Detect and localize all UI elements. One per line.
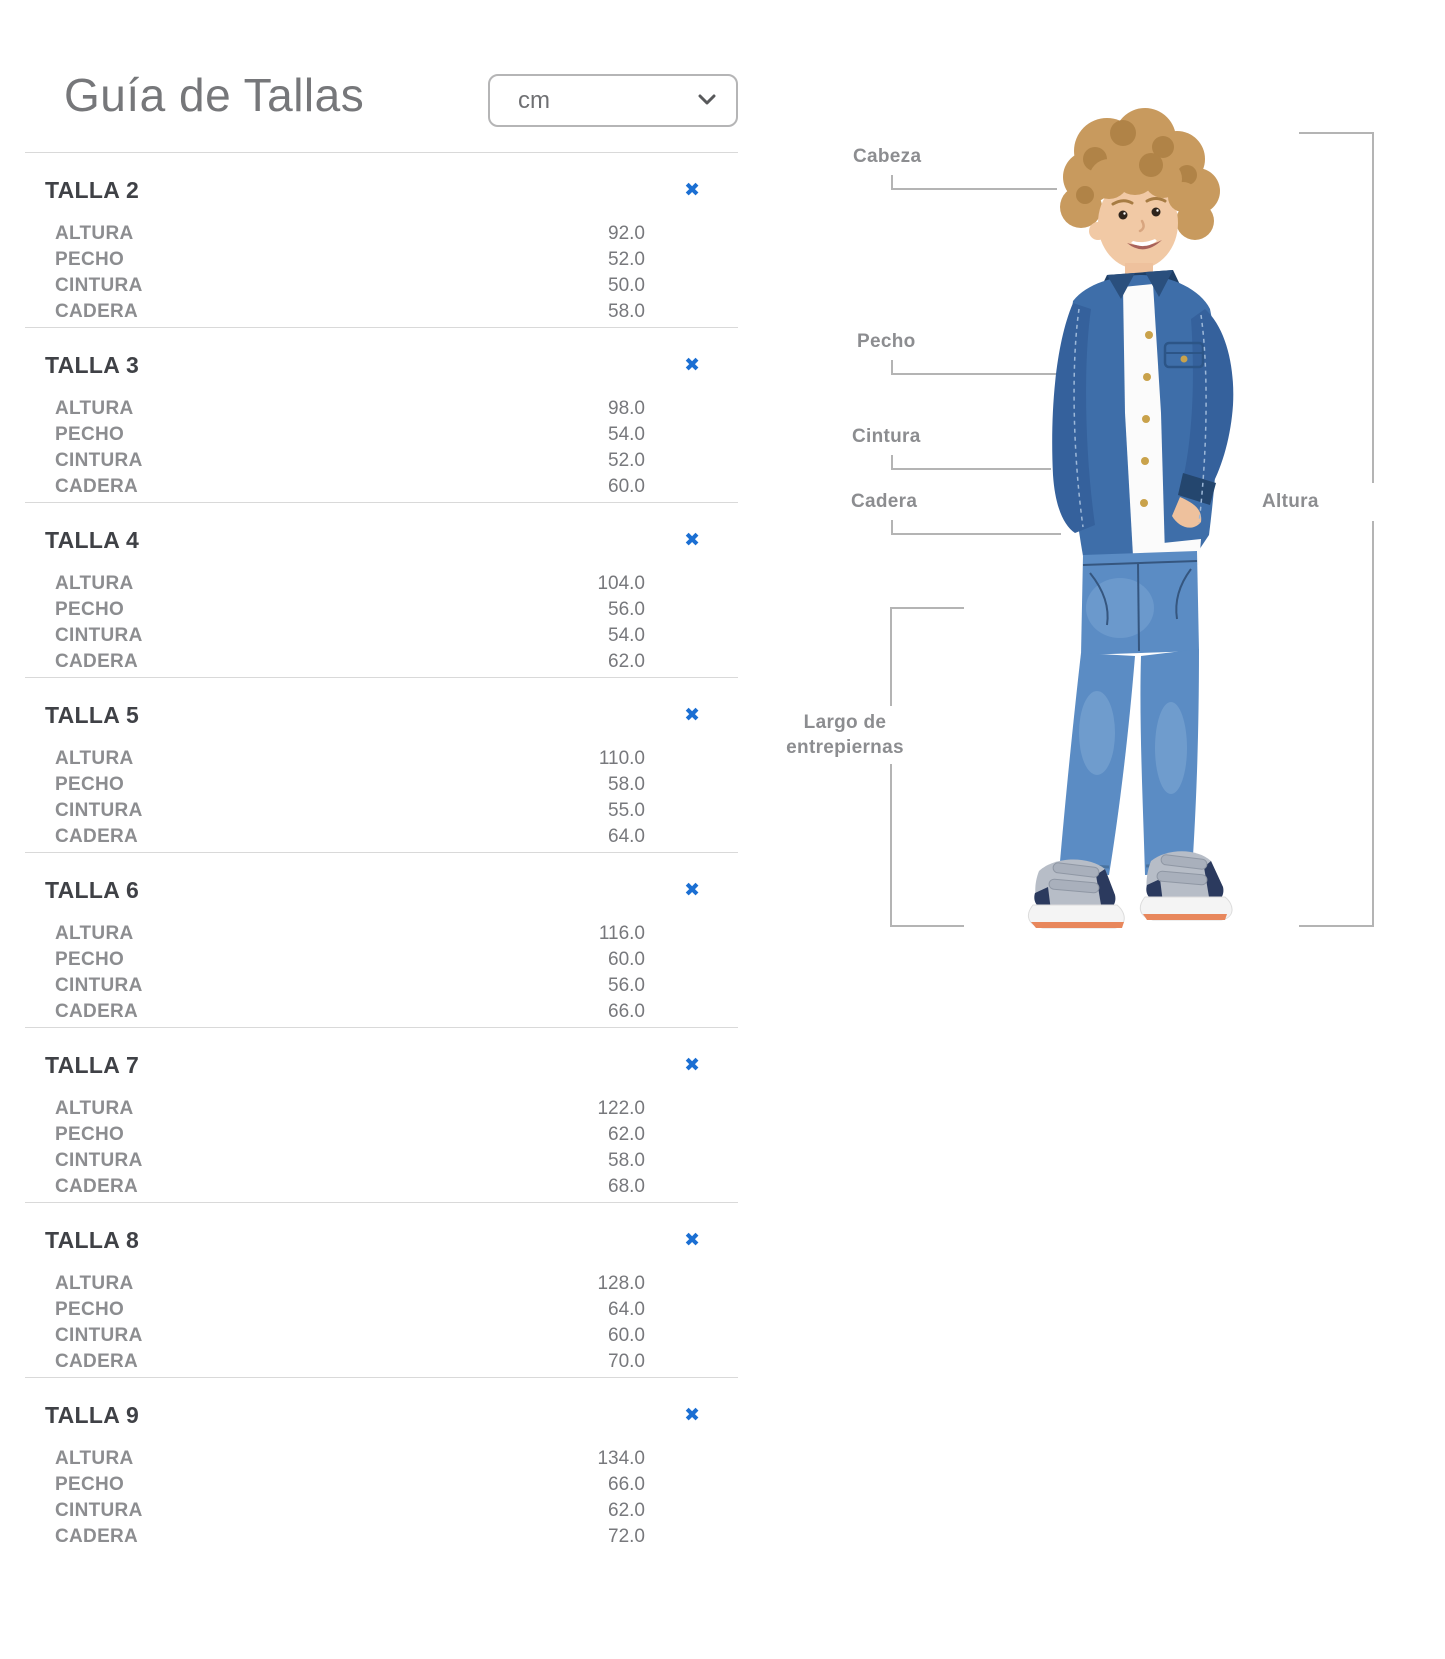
measurement-rows (25, 1271, 738, 1375)
measurement-label: CADERA (55, 1526, 139, 1547)
measurement-row (25, 947, 738, 973)
measurement-label: CADERA (55, 651, 139, 672)
measurement-label: ALTURA (55, 223, 134, 244)
size-section (25, 327, 738, 502)
measurement-label: CADERA (55, 1001, 139, 1022)
cabeza-label: Cabeza (853, 146, 922, 167)
measurement-label: PECHO (55, 1124, 125, 1145)
bracket-tick (1299, 132, 1372, 134)
close-icon[interactable]: ✖ (684, 879, 700, 901)
size-section-header (25, 1227, 738, 1254)
measurement-rows (25, 571, 738, 675)
page-title: Guía de Tallas (64, 69, 365, 121)
measurement-value: 64.0 (608, 1299, 645, 1320)
measurement-value: 60.0 (608, 476, 645, 497)
measurement-value: 62.0 (608, 651, 645, 672)
size-name: TALLA 9 (45, 1402, 140, 1428)
measurement-row (25, 623, 738, 649)
measurement-row (25, 474, 738, 500)
size-section-header (25, 527, 738, 554)
measurement-row (25, 597, 738, 623)
measurement-row (25, 1498, 738, 1524)
bracket-tick (892, 607, 964, 609)
unit-select-value: cm (518, 86, 550, 114)
measurement-row (25, 1148, 738, 1174)
close-icon[interactable]: ✖ (684, 354, 700, 376)
close-icon[interactable]: ✖ (684, 529, 700, 551)
measurement-label: CINTURA (55, 1325, 143, 1346)
measurement-value: 64.0 (608, 826, 645, 847)
jeans (1059, 551, 1199, 875)
sneakers (1028, 851, 1232, 928)
measurement-rows (25, 1096, 738, 1200)
measurement-value: 58.0 (608, 1150, 645, 1171)
measurement-value: 92.0 (608, 223, 645, 244)
size-table (25, 152, 738, 1552)
bracket-tick (892, 925, 964, 927)
unit-select[interactable] (488, 74, 738, 127)
measurement-value: 54.0 (608, 424, 645, 445)
chevron-down-icon (698, 92, 716, 110)
measurement-row (25, 1122, 738, 1148)
close-icon[interactable]: ✖ (684, 179, 700, 201)
measurement-rows (25, 921, 738, 1025)
measurement-row (25, 221, 738, 247)
measurement-value: 110.0 (598, 748, 645, 769)
size-section-header (25, 877, 738, 904)
measurement-row (25, 1472, 738, 1498)
measurement-label: CADERA (55, 1176, 139, 1197)
measurement-rows (25, 746, 738, 850)
measurement-value: 58.0 (608, 301, 645, 322)
measurement-label: CINTURA (55, 625, 143, 646)
size-section-header (25, 1402, 738, 1429)
measurement-row (25, 571, 738, 597)
measurement-label: PECHO (55, 1474, 125, 1495)
pecho-label: Pecho (857, 331, 916, 352)
bracket-tick (1299, 925, 1372, 927)
measurement-row (25, 1349, 738, 1375)
measurement-row (25, 1524, 738, 1550)
measurement-row (25, 746, 738, 772)
measurement-value: 54.0 (608, 625, 645, 646)
measurement-value: 104.0 (597, 573, 645, 594)
largo-entrepiernas-bracket (890, 607, 966, 927)
child-model-illustration (995, 103, 1245, 933)
size-name: TALLA 5 (45, 702, 140, 728)
size-name: TALLA 6 (45, 877, 140, 903)
measurement-row (25, 448, 738, 474)
measurement-value: 58.0 (608, 774, 645, 795)
measurement-label: ALTURA (55, 923, 134, 944)
measurement-value: 68.0 (608, 1176, 645, 1197)
measurement-label: CINTURA (55, 450, 143, 471)
close-icon[interactable]: ✖ (684, 1054, 700, 1076)
measurement-row (25, 1174, 738, 1200)
altura-label: Altura (1250, 483, 1390, 521)
measurement-value: 52.0 (608, 450, 645, 471)
measurement-label: ALTURA (55, 1098, 134, 1119)
measurement-label: CINTURA (55, 1500, 143, 1521)
measurement-value: 60.0 (608, 1325, 645, 1346)
measurement-rows (25, 221, 738, 325)
measurement-value: 62.0 (608, 1124, 645, 1145)
size-section (25, 1202, 738, 1377)
measurement-row (25, 1271, 738, 1297)
measurement-row (25, 1297, 738, 1323)
measurement-row (25, 1446, 738, 1472)
measurement-label: CADERA (55, 476, 139, 497)
size-name: TALLA 3 (45, 352, 140, 378)
measurement-row (25, 999, 738, 1025)
size-section (25, 152, 738, 327)
size-section (25, 677, 738, 852)
measurement-row (25, 273, 738, 299)
measurement-rows (25, 1446, 738, 1550)
largo-entrepiernas-label: Largo de entrepiernas (770, 706, 920, 764)
measurement-value: 66.0 (608, 1474, 645, 1495)
measurement-row (25, 396, 738, 422)
measurement-value: 55.0 (608, 800, 645, 821)
measurement-value: 52.0 (608, 249, 645, 270)
measurement-value: 128.0 (597, 1273, 645, 1294)
measurement-value: 56.0 (608, 599, 645, 620)
cintura-label: Cintura (852, 426, 921, 447)
measurement-label: CINTURA (55, 800, 143, 821)
measurement-label: ALTURA (55, 1448, 134, 1469)
size-section-header (25, 352, 738, 379)
measurement-row (25, 299, 738, 325)
size-section (25, 1377, 738, 1552)
measurement-value: 98.0 (608, 398, 645, 419)
size-section (25, 502, 738, 677)
measurement-label: CADERA (55, 1351, 139, 1372)
measurement-label: PECHO (55, 949, 125, 970)
measurement-label: PECHO (55, 249, 125, 270)
measurement-value: 50.0 (608, 275, 645, 296)
measurement-row (25, 422, 738, 448)
size-section-header (25, 702, 738, 729)
measurement-label: ALTURA (55, 573, 134, 594)
measurement-row (25, 824, 738, 850)
measurement-value: 122.0 (597, 1098, 645, 1119)
measurement-row (25, 247, 738, 273)
measurement-value: 70.0 (608, 1351, 645, 1372)
measurement-label: PECHO (55, 1299, 125, 1320)
size-name: TALLA 8 (45, 1227, 140, 1253)
denim-jacket (1052, 270, 1233, 565)
close-icon[interactable]: ✖ (684, 1404, 700, 1426)
cadera-label: Cadera (851, 491, 918, 512)
size-section (25, 1027, 738, 1202)
measurement-label: ALTURA (55, 748, 134, 769)
measurement-value: 56.0 (608, 975, 645, 996)
measurement-row (25, 649, 738, 675)
close-icon[interactable]: ✖ (684, 1229, 700, 1251)
measurement-label: PECHO (55, 424, 125, 445)
measurement-value: 134.0 (597, 1448, 645, 1469)
measurement-label: PECHO (55, 599, 125, 620)
size-section-header (25, 177, 738, 204)
measurement-label: CADERA (55, 301, 139, 322)
measurement-value: 66.0 (608, 1001, 645, 1022)
size-name: TALLA 7 (45, 1052, 140, 1078)
measurement-label: CINTURA (55, 1150, 143, 1171)
measurement-row (25, 973, 738, 999)
size-section (25, 852, 738, 1027)
size-name: TALLA 4 (45, 527, 140, 553)
measurement-value: 62.0 (608, 1500, 645, 1521)
measurement-label: CINTURA (55, 275, 143, 296)
measurement-row (25, 798, 738, 824)
measurement-label: CADERA (55, 826, 139, 847)
measurement-label: CINTURA (55, 975, 143, 996)
measurement-value: 60.0 (608, 949, 645, 970)
measurement-row (25, 1096, 738, 1122)
altura-bracket (1297, 132, 1374, 927)
measurement-label: ALTURA (55, 1273, 134, 1294)
measurement-row (25, 772, 738, 798)
measurement-row (25, 921, 738, 947)
measurement-rows (25, 396, 738, 500)
measurement-row (25, 1323, 738, 1349)
close-icon[interactable]: ✖ (684, 704, 700, 726)
size-name: TALLA 2 (45, 177, 140, 203)
measurement-value: 116.0 (598, 923, 645, 944)
size-section-header (25, 1052, 738, 1079)
measurement-label: ALTURA (55, 398, 134, 419)
measurement-label: PECHO (55, 774, 125, 795)
measurement-value: 72.0 (608, 1526, 645, 1547)
